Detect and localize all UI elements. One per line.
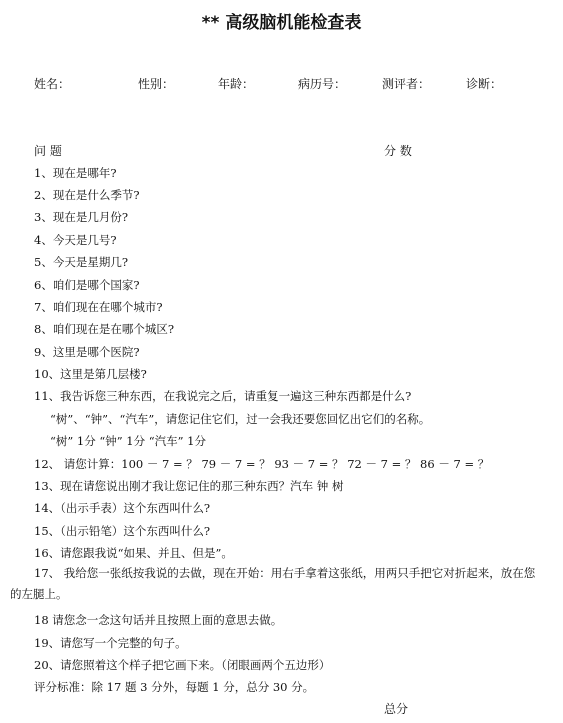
field-assessor-label: 测评者： — [382, 77, 431, 91]
field-diagnosis-label: 诊断： — [466, 77, 503, 91]
scoring-criteria: 评分标准：除 17 题 3 分外，每题 1 分，总分 30 分。 — [34, 680, 315, 694]
document-title: ** 高级脑机能检查表 — [201, 13, 362, 33]
question-item: 5、今天是星期几? — [34, 255, 128, 269]
field-age-label: 年龄： — [218, 77, 255, 91]
field-record-label: 病历号： — [298, 77, 347, 91]
question-item: 14、（出示手表）这个东西叫什么? — [34, 501, 211, 515]
question-item: 9、这里是哪个医院? — [34, 345, 140, 359]
question-item: 18 请您念一念这句话并且按照上面的意思去做。 — [34, 613, 283, 627]
question-item: 12、 请您计算：100 － 7 = ？ 79 － 7 = ？ 93 － 7 = ？ 72 － 7 = ？ 86 － 7 = ？ — [34, 457, 490, 471]
question-item-scoring: “树” 1分 “钟” 1分 “汽车” 1分 — [50, 434, 207, 448]
question-item: 8、咱们现在是在哪个城区? — [34, 322, 174, 336]
question-item: 17、 我给您一张纸按我说的去做，现在开始：用右手拿着这张纸，用两只手把它对折起来，放在您的左腿上。 — [10, 566, 536, 601]
question-item-detail: “树”、“钟”、“汽车”，请您记住它们，过一会我还要您回忆出它们的名称。 — [50, 412, 431, 426]
field-gender-label: 性别： — [138, 77, 175, 91]
column-header-question: 问 题 — [34, 144, 62, 158]
question-item: 20、请您照着这个样子把它画下来。（闭眼画两个五边形） — [34, 658, 331, 672]
question-item: 6、咱们是哪个国家? — [34, 278, 140, 292]
question-item: 7、咱们现在在哪个城市? — [34, 300, 163, 314]
question-item: 19、请您写一个完整的句子。 — [34, 636, 187, 650]
question-item: 4、今天是几号? — [34, 233, 117, 247]
question-item: 13、现在请您说出刚才我让您记住的那三种东西？汽车 钟 树 — [34, 479, 344, 493]
question-item: 1、现在是哪年? — [34, 166, 117, 180]
question-item: 16、请您跟我说“如果、并且、但是”。 — [34, 546, 233, 560]
question-item: 3、现在是几月份? — [34, 210, 128, 224]
question-item: 15、（出示铅笔）这个东西叫什么? — [34, 524, 211, 538]
question-item: 10、这里是第几层楼? — [34, 367, 147, 381]
question-item: 2、现在是什么季节? — [34, 188, 140, 202]
field-name-label: 姓名： — [34, 77, 71, 91]
total-score-label: 总分 — [384, 702, 409, 716]
column-header-score: 分 数 — [384, 144, 412, 158]
question-item: 11、我告诉您三种东西，在我说完之后，请重复一遍这三种东西都是什么? — [34, 389, 412, 403]
